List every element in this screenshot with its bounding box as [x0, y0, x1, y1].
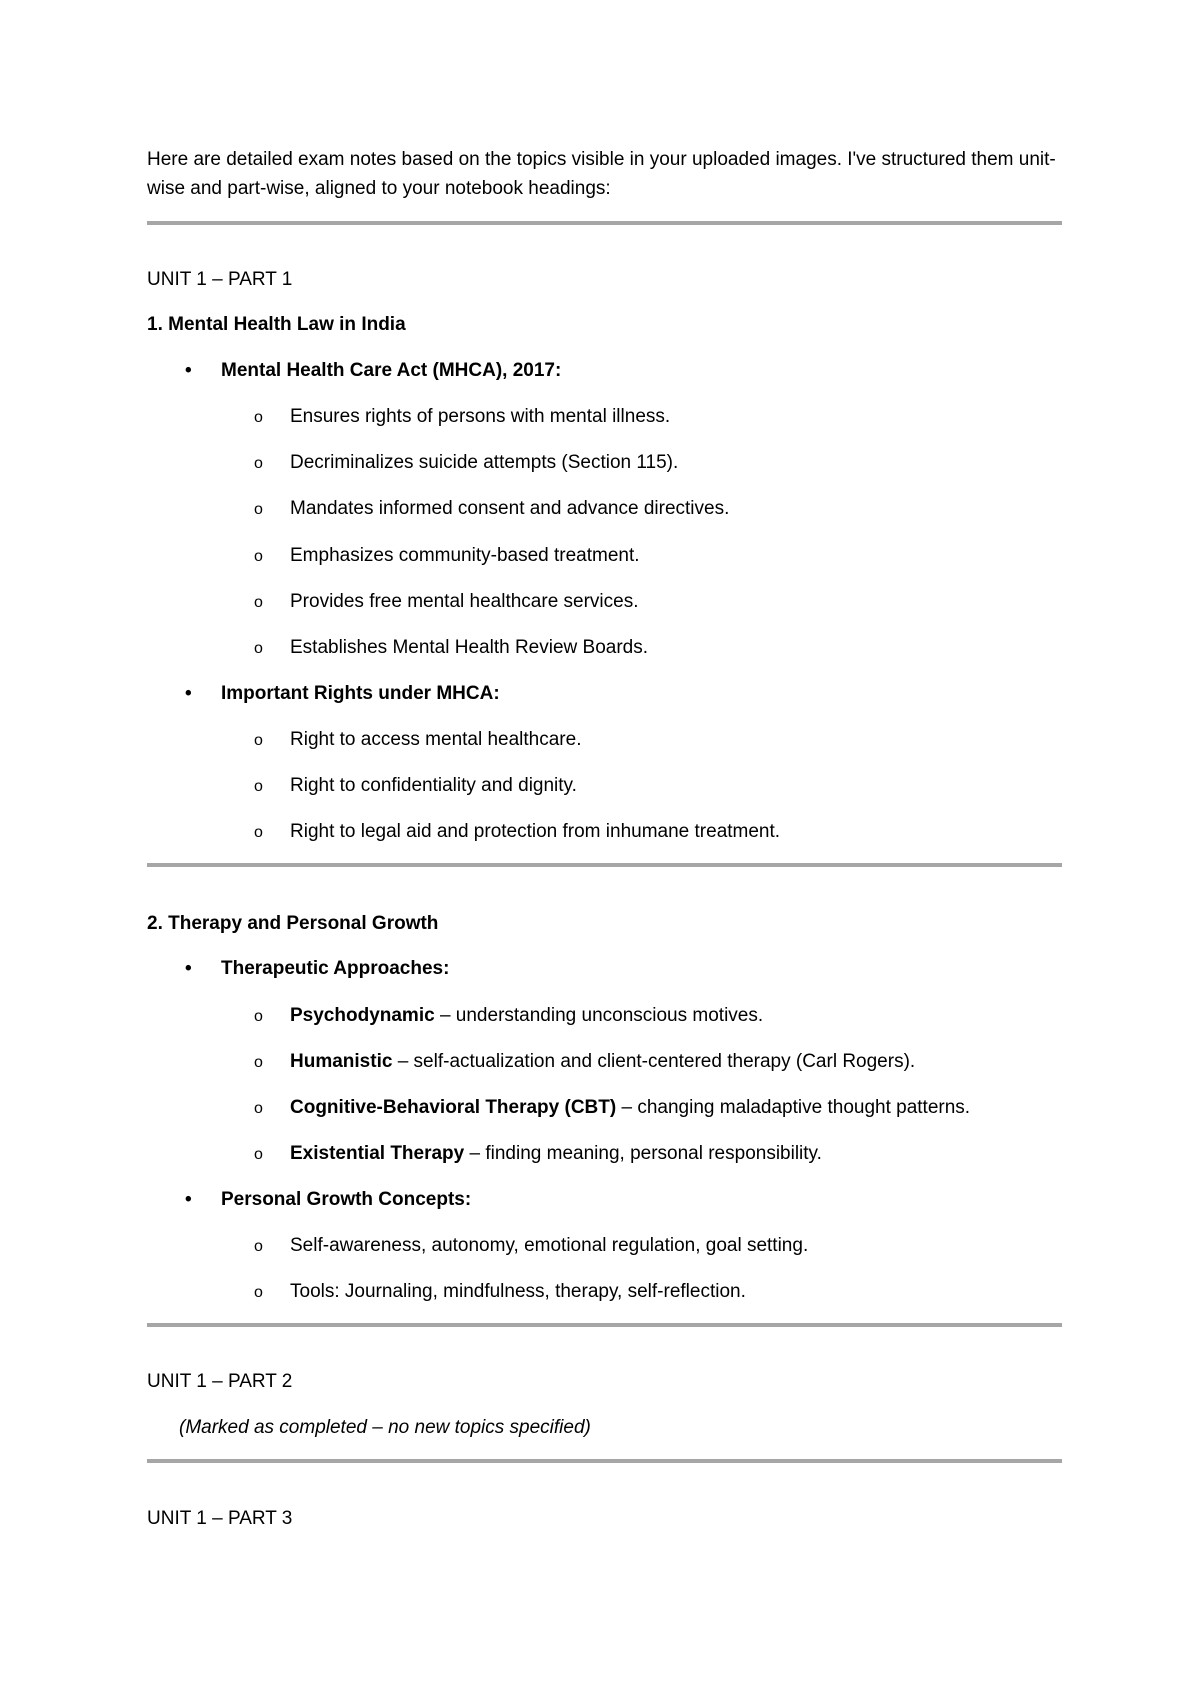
status-note: (Marked as completed – no new topics specified) — [179, 1417, 591, 1438]
term-description: – understanding unconscious motives. — [434, 1005, 764, 1026]
bullet-item — [185, 359, 561, 383]
sub-item — [254, 497, 729, 522]
sub-item — [254, 820, 780, 845]
sub-bullet-icon: o — [254, 640, 263, 657]
unit-heading: UNIT 1 – PART 3 — [147, 1508, 293, 1529]
sub-item-text: Mandates informed consent and advance directives. — [290, 498, 730, 519]
sub-item-text: Tools: Journaling, mindfulness, therapy, self-reflection. — [290, 1281, 746, 1302]
bullet-item — [185, 957, 449, 981]
sub-item-text: Right to confidentiality and dignity. — [290, 775, 577, 796]
term-description: – finding meaning, personal responsibility. — [464, 1143, 822, 1164]
term-description: – changing maladaptive thought patterns. — [616, 1097, 971, 1118]
sub-item — [254, 405, 670, 430]
bullet-icon: • — [185, 360, 192, 381]
bullet-label: Therapeutic Approaches: — [221, 958, 450, 979]
sub-item — [254, 451, 678, 476]
term-label: Humanistic — [290, 1051, 393, 1072]
sub-bullet-icon: o — [254, 824, 263, 841]
sub-item — [254, 1096, 970, 1121]
sub-item — [254, 1050, 915, 1075]
term-label: Psychodynamic — [290, 1005, 435, 1026]
horizontal-rule — [147, 1459, 1062, 1463]
sub-bullet-icon: o — [254, 455, 263, 472]
sub-item-text: Decriminalizes suicide attempts (Section 115). — [290, 452, 679, 473]
sub-item-text: Establishes Mental Health Review Boards. — [290, 637, 649, 658]
sub-item — [254, 728, 582, 753]
horizontal-rule — [147, 221, 1062, 225]
unit-heading — [147, 268, 292, 292]
sub-bullet-icon: o — [254, 1008, 263, 1025]
sub-item — [254, 1280, 746, 1305]
term-label: Cognitive-Behavioral Therapy (CBT) — [290, 1097, 617, 1118]
horizontal-rule — [147, 863, 1062, 867]
sub-item-text: Ensures rights of persons with mental illness. — [290, 406, 671, 427]
section-heading: 1. Mental Health Law in India — [147, 314, 406, 335]
sub-bullet-icon: o — [254, 1238, 263, 1255]
sub-item-text: Right to legal aid and protection from inhumane treatment. — [290, 821, 781, 842]
unit-heading: UNIT 1 – PART 2 — [147, 1371, 293, 1392]
bullet-label: Important Rights under MHCA: — [221, 683, 500, 704]
intro-paragraph: Here are detailed exam notes based on the topics visible in your uploaded images. I've structured them unit-wise and part-wise, aligned to your notebook headings: — [147, 149, 1056, 199]
sub-item — [254, 1142, 822, 1167]
sub-item — [254, 590, 639, 615]
sub-bullet-icon: o — [254, 1100, 263, 1117]
sub-bullet-icon: o — [254, 1146, 263, 1163]
sub-bullet-icon: o — [254, 1284, 263, 1301]
sub-item-text: Emphasizes community-based treatment. — [290, 545, 640, 566]
sub-item — [254, 774, 577, 799]
sub-bullet-icon: o — [254, 778, 263, 795]
sub-bullet-icon: o — [254, 548, 263, 565]
sub-bullet-icon: o — [254, 501, 263, 518]
section-heading: 2. Therapy and Personal Growth — [147, 913, 439, 934]
bullet-label: Mental Health Care Act (MHCA), 2017: — [221, 360, 562, 381]
sub-item — [254, 636, 648, 661]
sub-item — [254, 1004, 763, 1029]
bullet-icon: • — [185, 1189, 192, 1210]
bullet-label: Personal Growth Concepts: — [221, 1189, 472, 1210]
bullet-icon: • — [185, 958, 192, 979]
bullet-item — [185, 1188, 471, 1212]
term-label: Existential Therapy — [290, 1143, 465, 1164]
bullet-item — [185, 682, 500, 706]
sub-bullet-icon: o — [254, 732, 263, 749]
sub-item-text: Provides free mental healthcare services. — [290, 591, 639, 612]
term-description: – self-actualization and client-centered therapy (Carl Rogers). — [392, 1051, 916, 1072]
sub-item — [254, 544, 640, 569]
unit-title: UNIT 1 – PART 1 — [147, 269, 293, 290]
sub-item-text: Self-awareness, autonomy, emotional regulation, goal setting. — [290, 1235, 809, 1256]
sub-item — [254, 1234, 808, 1259]
sub-bullet-icon: o — [254, 594, 263, 611]
sub-bullet-icon: o — [254, 409, 263, 426]
horizontal-rule — [147, 1323, 1062, 1327]
sub-item-text: Right to access mental healthcare. — [290, 729, 582, 750]
bullet-icon: • — [185, 683, 192, 704]
sub-bullet-icon: o — [254, 1054, 263, 1071]
